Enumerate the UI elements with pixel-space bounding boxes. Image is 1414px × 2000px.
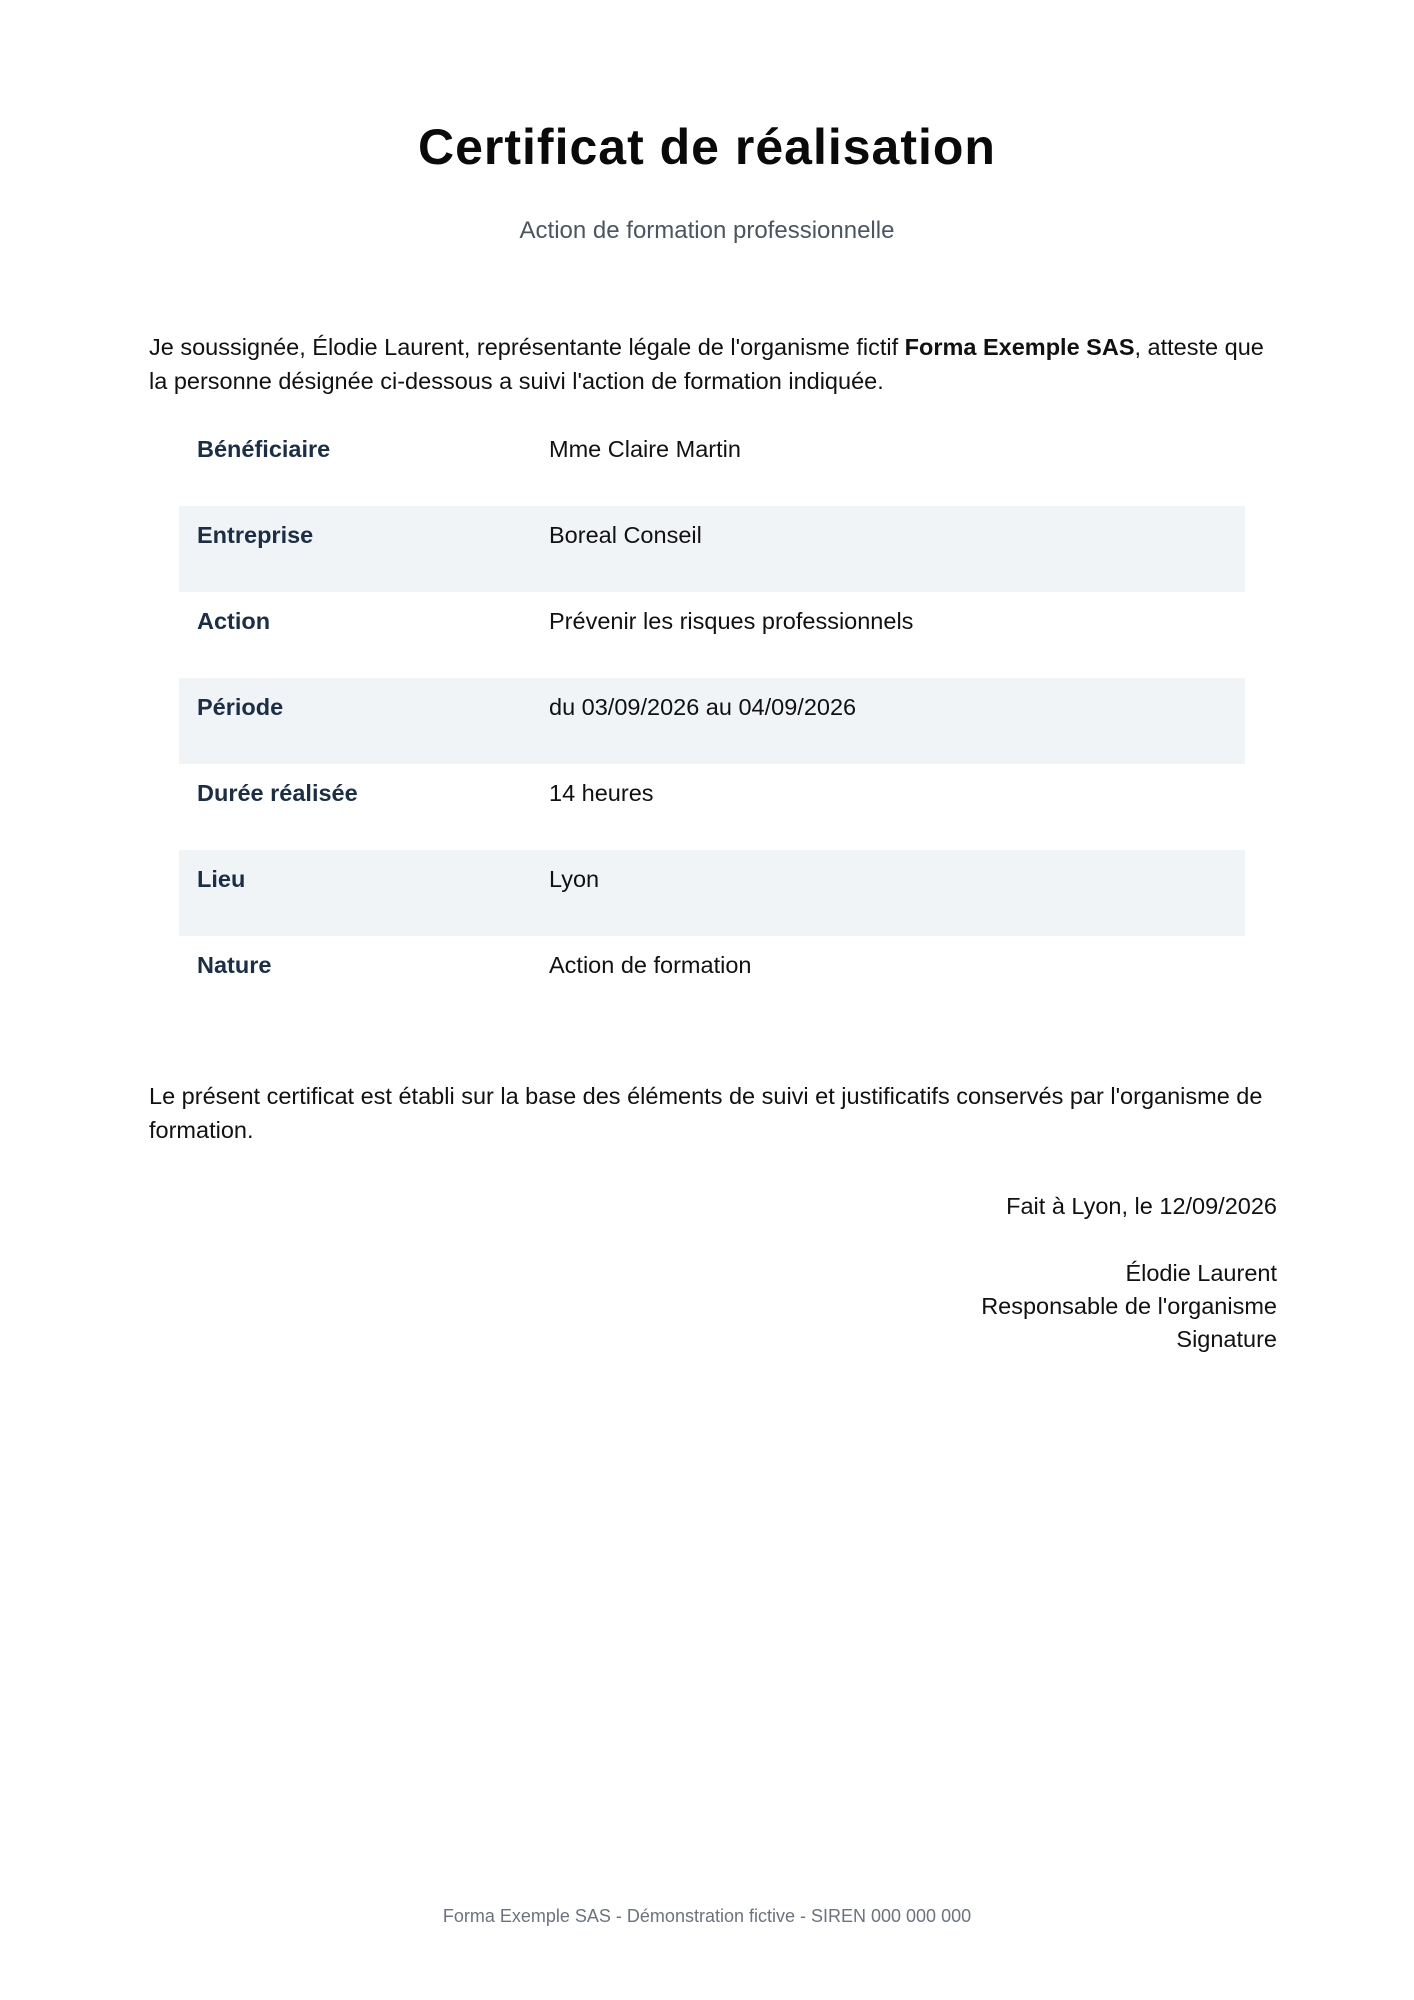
detail-row-duree [179, 764, 1245, 850]
detail-value: Mme Claire Martin [549, 436, 741, 462]
detail-row-action [179, 592, 1245, 678]
document-title: Certificat de réalisation [418, 119, 996, 175]
detail-row-periode [179, 678, 1245, 764]
detail-label: Entreprise [197, 522, 314, 548]
page-footer: Forma Exemple SAS - Démonstration fictive - SIREN 000 000 000 [442, 1906, 972, 1926]
detail-label: Durée réalisée [197, 780, 358, 806]
detail-row-nature [179, 936, 1245, 1022]
detail-value: du 03/09/2026 au 04/09/2026 [549, 694, 857, 720]
signatory-role: Responsable de l'organisme [981, 1293, 1277, 1319]
detail-value: Action de formation [549, 952, 752, 978]
detail-row-beneficiaire [179, 420, 1245, 506]
document-subtitle: Action de formation professionnelle [519, 217, 895, 244]
intro-text-after: , atteste que la personne désignée ci-dessous a suivi l'action de formation indiquée. [149, 334, 1264, 394]
detail-value: Boreal Conseil [549, 522, 702, 548]
intro-paragraph [149, 330, 1279, 398]
detail-label: Période [197, 694, 284, 720]
signature-label: Signature [1176, 1326, 1277, 1352]
detail-label: Action [197, 608, 271, 634]
detail-value: Lyon [549, 866, 600, 892]
detail-row-entreprise [179, 506, 1245, 592]
detail-value: Prévenir les risques professionnels [549, 608, 914, 634]
place-date: Fait à Lyon, le 12/09/2026 [1006, 1193, 1277, 1219]
signature-block [981, 1190, 1277, 1356]
detail-label: Nature [197, 952, 272, 978]
detail-row-lieu [179, 850, 1245, 936]
detail-label: Lieu [197, 866, 246, 892]
details-table [179, 420, 1245, 1022]
closing-paragraph: Le présent certificat est établi sur la base des éléments de suivi et justificatifs conservés par l'organisme de formation. [149, 1083, 1263, 1143]
organisation-name: Forma Exemple SAS [904, 334, 1135, 360]
detail-value: 14 heures [549, 780, 654, 806]
detail-label: Bénéficiaire [197, 436, 331, 462]
intro-text-before: Je soussignée, Élodie Laurent, représentante légale de l'organisme fictif [149, 334, 905, 360]
signatory-name: Élodie Laurent [1125, 1260, 1277, 1286]
